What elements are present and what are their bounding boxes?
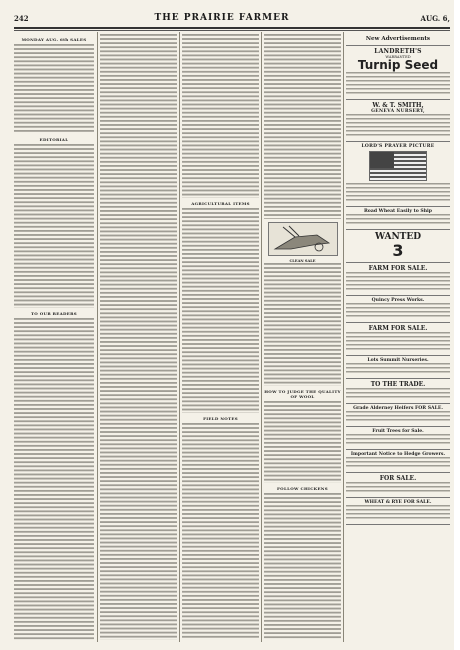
ad-body [346, 434, 450, 446]
ad-fruit-trees-title: Fruit Trees for Sale. [372, 429, 424, 434]
ad-trade-title: TO THE TRADE. [370, 381, 426, 388]
column-divider [261, 32, 262, 642]
ad-road-wheat [346, 207, 450, 230]
masthead-rule-thin [14, 30, 450, 31]
section-heading: MONDAY AUG. 6th SALES [21, 37, 87, 42]
article-body [14, 144, 94, 308]
ad-nurseries-title: Lots Summit Nurseries. [367, 358, 429, 363]
text-column-2 [100, 34, 177, 640]
illustration-caption: CLEAN SALE [289, 258, 316, 263]
ad-lords-prayer-title: LORD'S PRAYER PICTURE [361, 144, 435, 149]
ad-fruit-trees [346, 427, 450, 450]
ad-for-sale [346, 473, 450, 498]
text-column-1 [14, 34, 94, 640]
ad-landreth-warranted: WARRANTED [385, 55, 411, 59]
section-heading: TO OUR READERS [31, 311, 77, 317]
ad-body [346, 72, 450, 96]
flag-icon [369, 151, 427, 181]
article-body [14, 44, 94, 134]
section-heading: FIELD NOTES [203, 416, 238, 421]
text-column-3 [182, 34, 259, 640]
ad-for-sale-title: FOR SALE. [379, 475, 417, 482]
ad-road-wheat-title: Road Wheat Easily to Ship [363, 209, 432, 214]
section-heading: HOW TO JUDGE THE QUALITY OF WOOL [264, 388, 341, 399]
ad-body [346, 482, 450, 494]
masthead [14, 10, 450, 26]
advertisement-column [346, 34, 450, 640]
plow-illustration [268, 222, 338, 256]
ad-wanted-number: 3 [392, 241, 404, 260]
ad-farm-sale-title: FARM FOR SALE. [368, 325, 428, 332]
ad-farm-sale-title: FARM FOR SALE. [368, 265, 428, 272]
ad-wheat-rye [346, 498, 450, 525]
ad-wanted [346, 230, 450, 263]
article-body [264, 401, 341, 483]
article-body [264, 263, 341, 386]
article-body [264, 493, 341, 641]
ad-nurseries [346, 356, 450, 379]
ad-body [346, 214, 450, 226]
ad-body [346, 114, 450, 138]
ad-body [346, 363, 450, 375]
ad-landreth-product: Turnip Seed [357, 58, 439, 72]
ad-hedge [346, 450, 450, 473]
ad-body [346, 457, 450, 469]
ad-landreth [346, 46, 450, 100]
article-body [14, 318, 94, 640]
ad-landreth-name: LANDRETH'S [374, 48, 422, 55]
ad-smith [346, 100, 450, 142]
ad-header [346, 34, 450, 46]
column-divider [97, 32, 98, 642]
ad-quincy-title: Quincy Press Works. [371, 298, 425, 303]
ad-body [346, 411, 450, 423]
article-body [100, 34, 177, 640]
plow-icon [269, 223, 337, 255]
ad-trade [346, 379, 450, 404]
ad-smith-place: GENEVA NURSERY, [371, 109, 425, 114]
section-heading: FOLLOW CHICKENS [277, 485, 328, 491]
paper-title: THE PRAIRIE FARMER [154, 13, 290, 23]
ad-heifers [346, 404, 450, 427]
section-heading: EDITORIAL [39, 137, 69, 143]
page-edge [454, 0, 460, 650]
ad-wheat-rye-title: WHEAT & RYE FOR SALE. [364, 500, 432, 505]
ad-farm-sale-2 [346, 323, 450, 356]
ad-body [346, 183, 450, 203]
article-body [182, 208, 259, 413]
ad-farm-sale-1 [346, 263, 450, 296]
ad-body [346, 505, 450, 521]
ad-body [346, 388, 450, 400]
column-divider [343, 32, 344, 642]
ad-wanted-title: WANTED [374, 232, 422, 242]
ad-body [346, 272, 450, 292]
article-body [182, 423, 259, 640]
ad-hedge-title: Important Notice to Hedge Growers. [350, 452, 446, 457]
ad-heifers-title: Grade Alderney Heifers FOR SALE. [353, 406, 443, 411]
ad-lords-prayer [346, 142, 450, 207]
article-body [264, 34, 341, 219]
ad-body [346, 332, 450, 352]
ad-body [346, 303, 450, 319]
ad-smith-name: W. & T. SMITH, [372, 102, 424, 109]
section-heading: AGRICULTURAL ITEMS [191, 201, 250, 206]
masthead-rule [14, 27, 450, 29]
new-ads-heading: New Advertisements [365, 36, 431, 42]
ad-quincy [346, 296, 450, 323]
text-column-4 [264, 34, 341, 640]
page-number: 242 [14, 13, 29, 23]
issue-date: AUG. 6, [420, 13, 450, 23]
column-divider [179, 32, 180, 642]
article-body [182, 34, 259, 198]
